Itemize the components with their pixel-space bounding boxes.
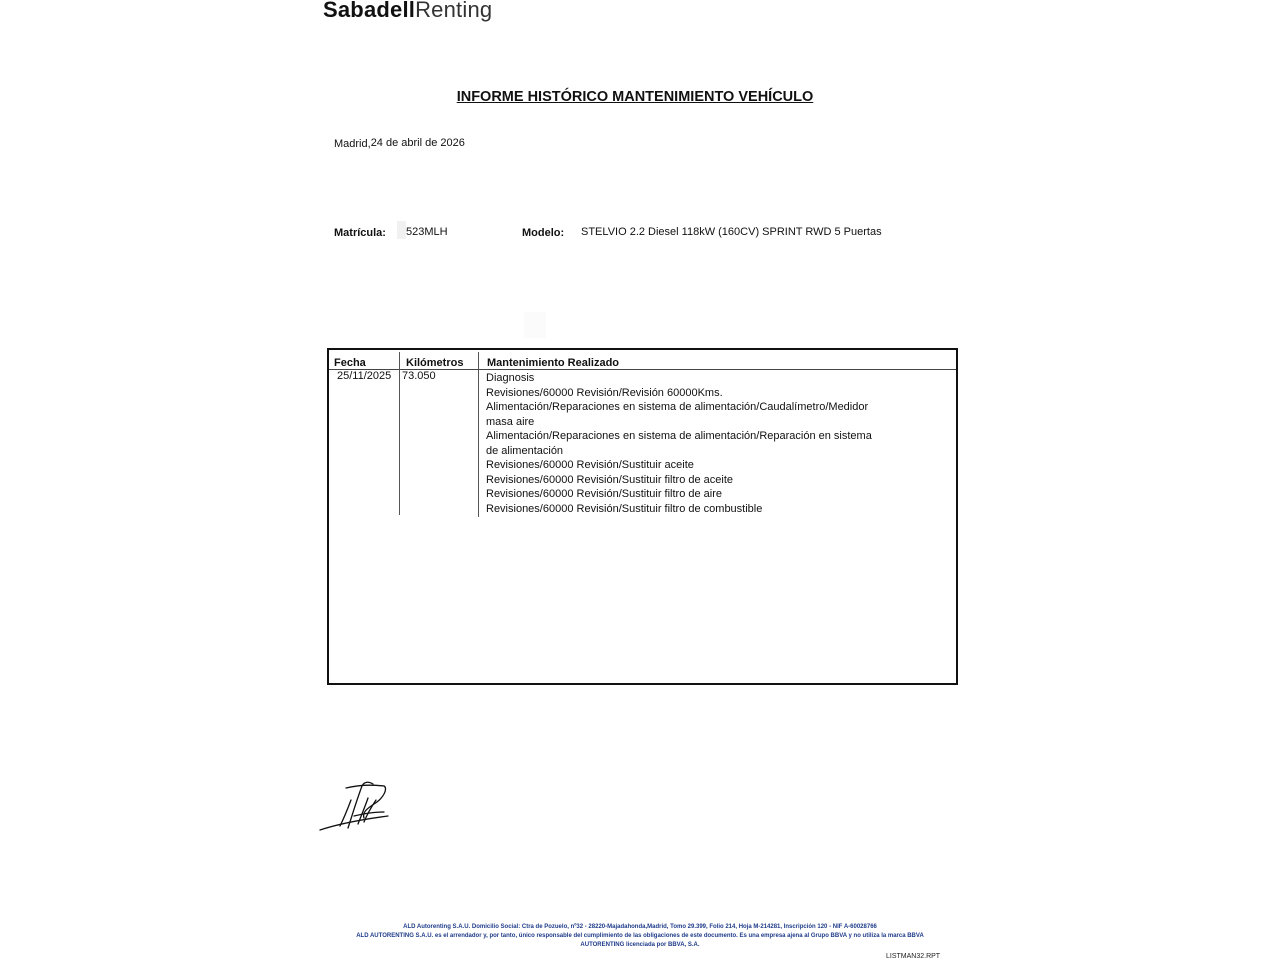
report-title: INFORME HISTÓRICO MANTENIMIENTO VEHÍCULO (456, 89, 814, 105)
column-divider (478, 352, 479, 517)
col-header-km: Kilómetros (406, 357, 464, 369)
place: Madrid, (334, 138, 371, 150)
place-date (334, 138, 465, 150)
maintenance-lines (486, 371, 886, 516)
maintenance-line: Revisiones/60000 Revisión/Sustituir filtro de combustible (486, 502, 763, 515)
footer-legal-line-2: ALD AUTORENTING S.A.U. es el arrendador y, por tanto, único responsable del cumplimiento de las obligaciones de este documento. Es una empresa ajena al Grupo BBVA y no utiliza la marca BBVA (356, 933, 924, 939)
maintenance-line: masa aire (486, 415, 535, 428)
report-code: LISTMAN32.RPT (886, 953, 941, 960)
maintenance-line: Revisiones/60000 Revisión/Sustituir filtro de aire (486, 488, 723, 500)
row-date: 25/11/2025 (337, 370, 392, 382)
plate-value: 523MLH (406, 226, 448, 238)
maintenance-line: Alimentación/Reparaciones en sistema de alimentación/Caudalímetro/Medidor (486, 401, 869, 413)
footer-legal-line-3: AUTORENTING licenciada por BBVA, S.A. (580, 942, 700, 948)
col-header-date: Fecha (334, 357, 366, 369)
plate-highlight (397, 221, 406, 239)
model-value: STELVIO 2.2 Diesel 118kW (160CV) SPRINT RWD 5 Puertas (581, 226, 882, 238)
row-km: 73.050 (402, 370, 436, 382)
maintenance-line: Diagnosis (486, 372, 535, 384)
report-date: 24 de abril de 2026 (370, 137, 465, 149)
logo-bold-text: Sabadell (323, 0, 416, 22)
logo-regular-text: Renting (415, 0, 493, 22)
company-logo (323, 0, 492, 23)
maintenance-line: Revisiones/60000 Revisión/Sustituir filtro de aceite (486, 473, 734, 486)
maintenance-line: Revisiones/60000 Revisión/Sustituir aceite (486, 459, 694, 471)
maintenance-line: de alimentación (486, 444, 564, 457)
scan-artifact (524, 312, 546, 338)
footer-legal-line-1: ALD Autorenting S.A.U. Domicilio Social: Ctra de Pozuelo, nº32 - 28220-Majadahonda,Madrid, Tomo 29.399, Folio 214, Hoja M-214281, Inscripción 120 - NIF A-60028766 (403, 924, 877, 930)
column-divider (399, 352, 400, 515)
plate-label: Matrícula: (334, 227, 386, 239)
maintenance-line: Alimentación/Reparaciones en sistema de alimentación/Reparación en sistema (486, 430, 872, 442)
maintenance-line: Revisiones/60000 Revisión/Revisión 60000Kms. (486, 386, 723, 399)
handwritten-signature (318, 776, 392, 836)
model-label: Modelo: (522, 227, 565, 239)
col-header-maintenance: Mantenimiento Realizado (487, 357, 620, 369)
